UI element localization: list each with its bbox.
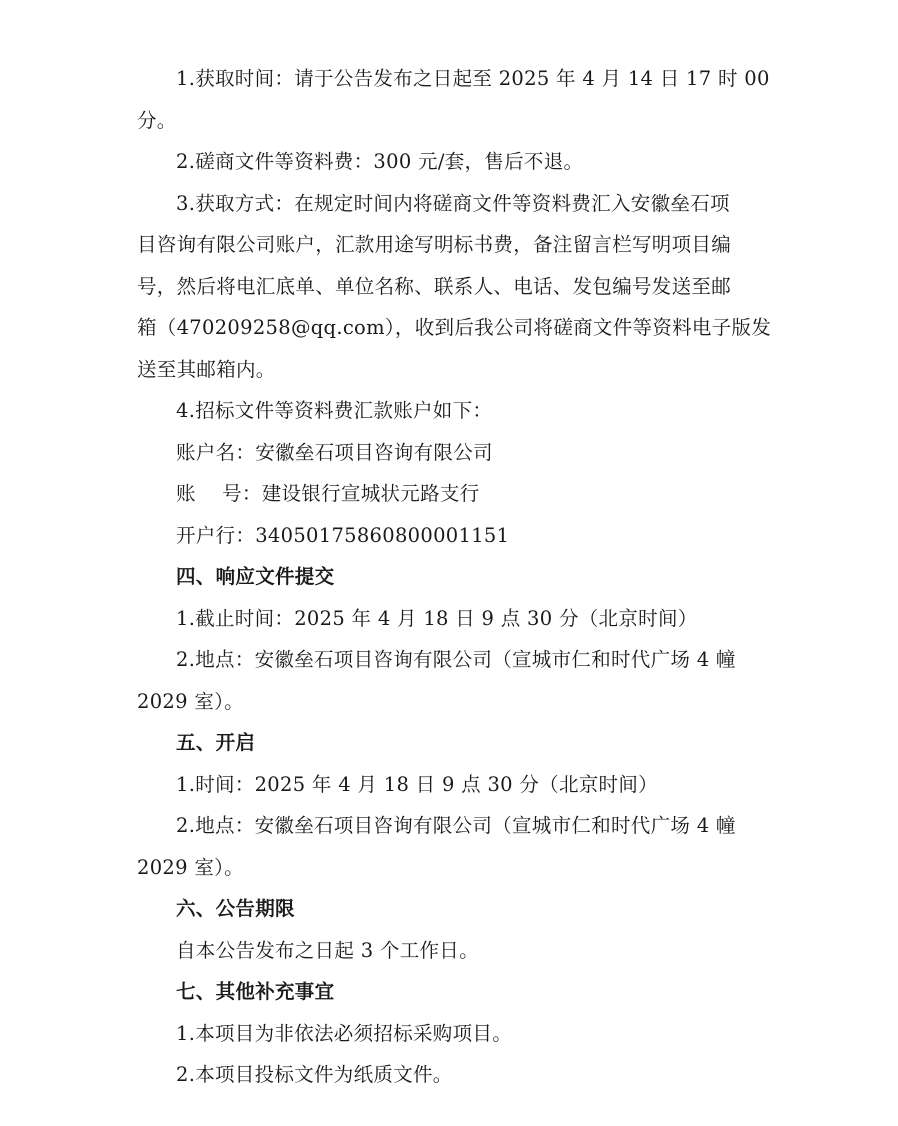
account-bank: 账 号：建设银行宣城状元路支行 bbox=[176, 482, 480, 505]
account-name: 账户名：安徽垒石项目咨询有限公司 bbox=[176, 440, 493, 464]
submit-place-line-1: 2.地点：安徽垒石项目咨询有限公司（宣城市仁和时代广场 4 幢 bbox=[176, 648, 736, 671]
get-time-line-2: 分。 bbox=[137, 108, 177, 132]
deadline-line: 1.截止时间：2025 年 4 月 18 日 9 点 30 分（北京时间） bbox=[176, 606, 698, 630]
method-line-5: 送至其邮箱内。 bbox=[137, 357, 276, 381]
get-time-line-1: 1.获取时间：请于公告发布之日起至 2025 年 4 月 14 日 17 时 00 bbox=[176, 67, 770, 90]
section-4-heading: 四、响应文件提交 bbox=[176, 565, 335, 588]
open-time-line: 1.时间：2025 年 4 月 18 日 9 点 30 分（北京时间） bbox=[176, 772, 658, 796]
method-line-3: 号，然后将电汇底单、单位名称、联系人、电话、发包编号发送至邮 bbox=[137, 274, 732, 298]
section-6-heading: 六、公告期限 bbox=[176, 897, 295, 920]
section-5-heading: 五、开启 bbox=[176, 731, 256, 754]
note-line-2: 2.本项目投标文件为纸质文件。 bbox=[176, 1063, 453, 1086]
open-place-line-2: 2029 室）。 bbox=[137, 855, 244, 879]
account-number: 开户行：340501758608000011​51 bbox=[176, 523, 510, 547]
document-page bbox=[137, 58, 777, 1096]
period-line: 自本公告发布之日起 3 个工作日。 bbox=[176, 938, 479, 962]
section-7-heading: 七、其他补充事宜 bbox=[176, 980, 335, 1003]
method-line-4: 箱（470209258@qq.com），收到后我公司将磋商文件等资料电子版发 bbox=[137, 316, 772, 339]
account-title: 4.招标文件等资料费汇款账户如下： bbox=[176, 399, 493, 422]
open-place-line-1: 2.地点：安徽垒石项目咨询有限公司（宣城市仁和时代广场 4 幢 bbox=[176, 814, 736, 837]
submit-place-line-2: 2029 室）。 bbox=[137, 689, 244, 713]
note-line-1: 1.本项目为非依法必须招标采购项目。 bbox=[176, 1021, 513, 1045]
method-line-2: 目咨询有限公司账户，汇款用途写明标书费，备注留言栏写明项目编 bbox=[137, 233, 732, 256]
fee-line: 2.磋商文件等资料费：300 元/套，售后不退。 bbox=[176, 150, 584, 173]
method-line-1: 3.获取方式：在规定时间内将磋商文件等资料费汇入安徽垒石项 bbox=[176, 191, 730, 215]
